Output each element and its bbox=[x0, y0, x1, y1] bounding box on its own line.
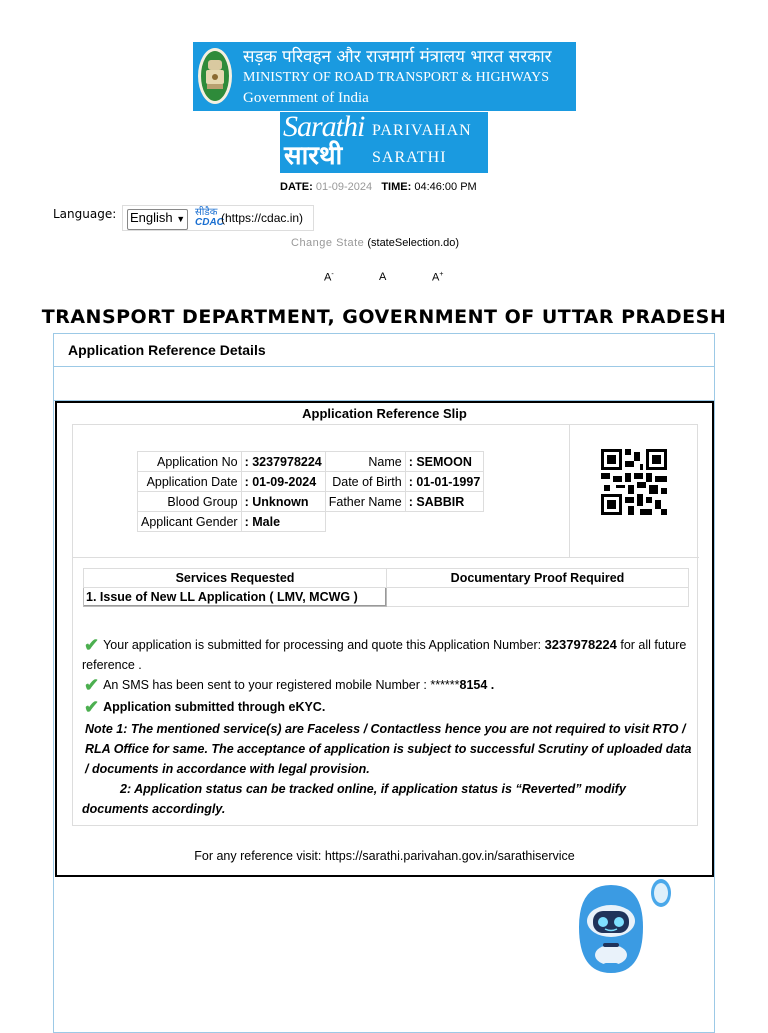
check-icon: ✔ bbox=[84, 635, 100, 655]
date-time bbox=[280, 181, 477, 193]
parivahan-text: PARIVAHAN bbox=[372, 122, 472, 139]
message-text: Your application is submitted for processing and quote this Application Number: bbox=[103, 638, 542, 652]
sarathi-logo-en: Sarathi bbox=[283, 110, 365, 143]
blood-group-value: : Unknown bbox=[241, 492, 325, 512]
message-sms bbox=[82, 675, 694, 695]
applicant-info-table bbox=[137, 451, 484, 532]
message-ekyc bbox=[82, 697, 694, 717]
chevron-down-icon: ▼ bbox=[176, 214, 186, 224]
hindi-ministry-title: सड़क परिवहन और राजमार्ग मंत्रालय भारत सरकार bbox=[243, 47, 552, 67]
time-value: 04:46:00 PM bbox=[414, 181, 477, 193]
application-date-value: : 01-09-2024 bbox=[241, 472, 325, 492]
sarathi-text: SARATHI bbox=[372, 149, 447, 166]
table-row bbox=[138, 512, 484, 532]
reference-slip bbox=[55, 401, 714, 877]
government-title: Government of India bbox=[243, 90, 369, 106]
slip-title: Application Reference Slip bbox=[302, 406, 467, 421]
font-increase-button[interactable]: A+ bbox=[432, 271, 444, 284]
applicant-info-area bbox=[73, 425, 570, 558]
father-name-value: : SABBIR bbox=[405, 492, 484, 512]
chatbot-icon[interactable] bbox=[573, 877, 677, 977]
time-label: TIME: bbox=[381, 181, 412, 193]
language-select[interactable] bbox=[127, 209, 188, 230]
services-header: Services Requested bbox=[84, 569, 387, 588]
language-label: Language: bbox=[53, 207, 117, 221]
cdac-logo-text: सीडैक bbox=[195, 207, 218, 218]
cdac-logo-sub: CDAC bbox=[195, 217, 224, 228]
dob-value: : 01-01-1997 bbox=[405, 472, 484, 492]
cdac-logo-icon[interactable] bbox=[195, 208, 224, 228]
sarathi-logo-hi: सारथी bbox=[284, 141, 343, 171]
qr-code-icon bbox=[601, 449, 667, 515]
date-value: 01-09-2024 bbox=[315, 181, 373, 193]
morth-banner bbox=[193, 42, 576, 111]
panel-spacer bbox=[54, 366, 714, 401]
mobile-number: 8154 . bbox=[459, 678, 495, 692]
note-2: 2: Application status can be tracked online, if application status is “Reverted” modify documents accordingly. bbox=[82, 782, 626, 816]
proof-header: Documentary Proof Required bbox=[387, 569, 689, 588]
table-row bbox=[84, 588, 689, 607]
message-text: Application submitted through eKYC. bbox=[103, 700, 326, 714]
table-row bbox=[138, 472, 484, 492]
state-emblem-icon bbox=[197, 46, 233, 106]
dob-label: Date of Birth bbox=[325, 472, 405, 492]
table-row bbox=[138, 492, 484, 512]
language-selected: English bbox=[130, 210, 173, 225]
application-no-value: : 3237978224 bbox=[241, 452, 325, 472]
sarathi-banner bbox=[280, 112, 488, 173]
reference-visit: For any reference visit: https://sarathi.parivahan.gov.in/sarathiservice bbox=[194, 849, 575, 863]
table-row bbox=[84, 569, 689, 588]
message-text: for all future reference . bbox=[82, 638, 687, 672]
name-value: : SEMOON bbox=[405, 452, 484, 472]
change-state-link[interactable]: (stateSelection.do) bbox=[367, 237, 460, 249]
messages bbox=[82, 631, 694, 819]
blood-group-label: Blood Group bbox=[138, 492, 242, 512]
table-row bbox=[138, 452, 484, 472]
check-icon: ✔ bbox=[84, 697, 100, 717]
language-box bbox=[122, 205, 314, 231]
panel-title: Application Reference Details bbox=[68, 342, 266, 358]
application-number: 3237978224 bbox=[544, 637, 617, 652]
services-table bbox=[83, 568, 689, 607]
font-normal-button[interactable]: A bbox=[379, 271, 387, 283]
slip-body bbox=[72, 424, 698, 826]
name-label: Name bbox=[325, 452, 405, 472]
gender-label: Applicant Gender bbox=[138, 512, 242, 532]
proof-item bbox=[387, 588, 689, 607]
date-label: DATE: bbox=[280, 181, 313, 193]
gender-value: : Male bbox=[241, 512, 325, 532]
font-decrease-button[interactable]: A- bbox=[324, 271, 334, 284]
note-1: Note 1: The mentioned service(s) are Faceless / Contactless hence you are not required to visit RTO / RLA Office for same. The acceptance of application is subject to successful Scrutiny of uploaded data / documents in accordance with legal provision. bbox=[85, 722, 692, 776]
change-state-label[interactable]: Change State bbox=[291, 237, 365, 249]
message-text: An SMS has been sent to your registered mobile Number : ****** bbox=[103, 678, 460, 692]
change-state[interactable] bbox=[291, 237, 459, 249]
department-title: TRANSPORT DEPARTMENT, GOVERNMENT OF UTTAR PRADESH bbox=[41, 306, 727, 328]
application-no-label: Application No bbox=[138, 452, 242, 472]
service-item: 1. Issue of New LL Application ( LMV, MCWG ) bbox=[84, 588, 387, 607]
application-date-label: Application Date bbox=[138, 472, 242, 492]
panel-header bbox=[54, 334, 714, 367]
message-submitted bbox=[82, 635, 694, 675]
cdac-link[interactable]: (https://cdac.in) bbox=[221, 211, 304, 225]
qr-cell bbox=[569, 425, 699, 558]
check-icon: ✔ bbox=[84, 675, 100, 695]
ministry-title: MINISTRY OF ROAD TRANSPORT & HIGHWAYS bbox=[243, 70, 550, 85]
father-name-label: Father Name bbox=[325, 492, 405, 512]
